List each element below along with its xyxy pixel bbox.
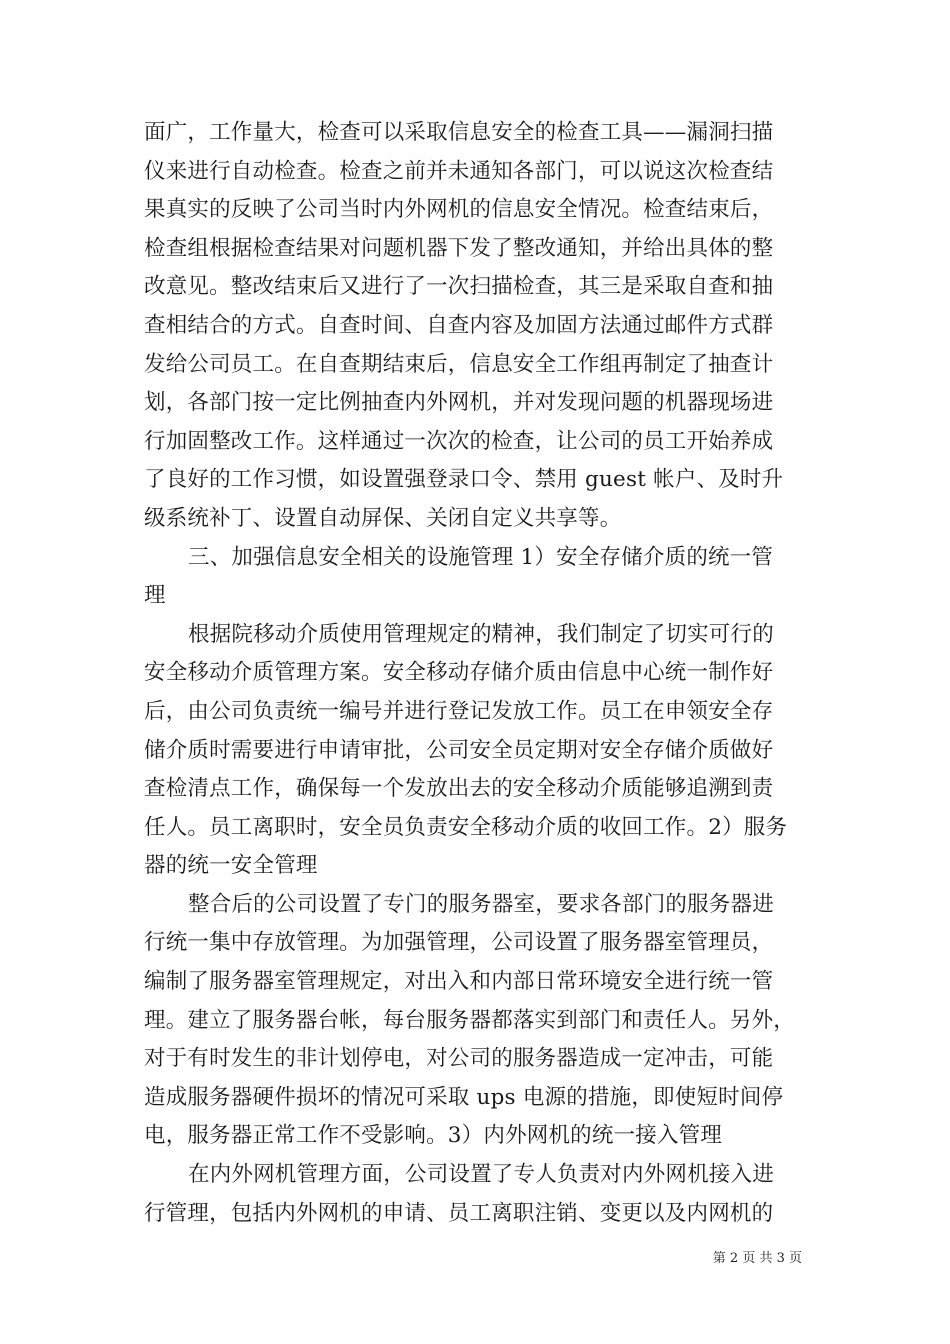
text-line: 果真实的反映了公司当时内外网机的信息安全情况。检查结束后，	[144, 197, 774, 223]
text-line: 对于有时发生的非计划停电，对公司的服务器造成一定冲击，可能	[144, 1046, 774, 1072]
text-line: 器的统一安全管理	[144, 853, 318, 879]
text-line: 仪来进行自动检查。检查之前并未通知各部门，可以说这次检查结	[144, 158, 774, 184]
text-line: 任人。员工离职时，安全员负责安全移动介质的收回工作。2）服务	[144, 814, 788, 840]
text-line: 行统一集中存放管理。为加强管理，公司设置了服务器室管理员，	[144, 930, 774, 956]
text-line: 理。建立了服务器台帐，每台服务器都落实到部门和责任人。另外，	[144, 1007, 796, 1033]
text-line: 级系统补丁、设置自动屏保、关闭自定义共享等。	[144, 505, 622, 531]
text-line: 后，由公司负责统一编号并进行登记发放工作。员工在申领安全存	[144, 698, 774, 724]
text-line: 三、加强信息安全相关的设施管理 1）安全存储介质的统一管	[188, 544, 774, 570]
text-line: 检查组根据检查结果对问题机器下发了整改通知，并给出具体的整	[144, 235, 774, 261]
text-line: 了良好的工作习惯，如设置强登录口令、禁用 guest 帐户、及时升	[144, 467, 784, 493]
text-line: 电，服务器正常工作不受影响。3）内外网机的统一接入管理	[144, 1123, 723, 1149]
page-number: 第 2 页 共 3 页	[712, 1251, 802, 1266]
text-line: 改意见。整改结束后又进行了一次扫描检查，其三是采取自查和抽	[144, 274, 774, 300]
text-line: 编制了服务器室管理规定，对出入和内部日常环境安全进行统一管	[144, 969, 774, 995]
text-line: 储介质时需要进行申请审批，公司安全员定期对安全存储介质做好	[144, 737, 774, 763]
body-text	[144, 114, 824, 1233]
text-line: 整合后的公司设置了专门的服务器室，要求各部门的服务器进	[188, 891, 774, 917]
text-line: 行管理，包括内外网机的申请、员工离职注销、变更以及内网机的	[144, 1200, 774, 1226]
text-line: 根据院移动介质使用管理规定的精神，我们制定了切实可行的	[188, 621, 774, 647]
text-line: 安全移动介质管理方案。安全移动存储介质由信息中心统一制作好	[144, 660, 774, 686]
text-line: 面广，工作量大，检查可以采取信息安全的检查工具——漏洞扫描	[144, 120, 774, 145]
text-line: 行加固整改工作。这样通过一次次的检查，让公司的员工开始养成	[144, 428, 774, 454]
text-line: 划，各部门按一定比例抽查内外网机，并对发现问题的机器现场进	[144, 390, 774, 416]
text-line: 在内外网机管理方面，公司设置了专人负责对内外网机接入进	[188, 1162, 774, 1188]
text-line: 查检清点工作，确保每一个发放出去的安全移动介质能够追溯到责	[144, 776, 774, 802]
text-line: 发给公司员工。在自查期结束后，信息安全工作组再制定了抽查计	[144, 351, 774, 377]
text-line: 理	[144, 583, 166, 609]
text-line: 查相结合的方式。自查时间、自查内容及加固方法通过邮件方式群	[144, 312, 774, 338]
text-line: 造成服务器硬件损坏的情况可采取 ups 电源的措施，即使短时间停	[144, 1084, 784, 1110]
